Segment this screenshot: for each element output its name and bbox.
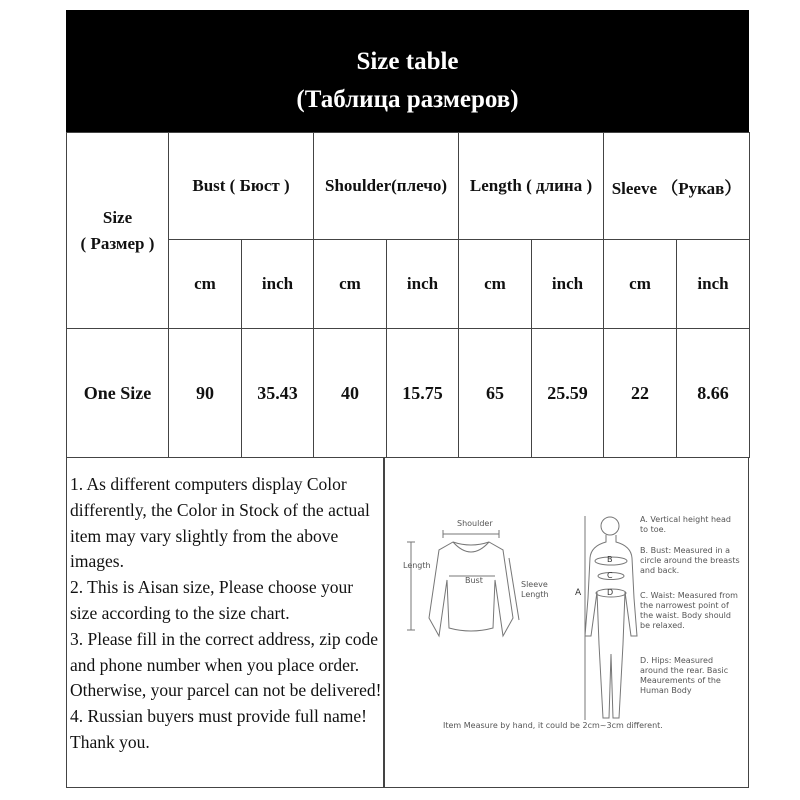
body-letter-c: C (607, 571, 613, 580)
length-label: Length (403, 561, 431, 570)
body-letter-d: D (607, 588, 614, 597)
value-cell: 22 (604, 329, 677, 458)
unit-header: cm (314, 240, 387, 329)
legend-d: D. Hips: Measured around the rear. Basic Meaurements of the Human Body (640, 656, 729, 695)
measurement-diagram (384, 457, 749, 788)
size-header-label-ru: ( Размер ) (80, 233, 155, 253)
value-cell: 25.59 (532, 329, 604, 458)
legend-b: B. Bust: Measured in a circle around the breasts and back. (640, 546, 740, 575)
value-cell: 15.75 (387, 329, 459, 458)
sleeve-length-label: Sleeve Length (521, 580, 549, 599)
page-subtitle: (Таблица размеров) (296, 86, 519, 113)
note-item: 3. Please fill in the correct address, zip code and phone number when you place order. Otherwise, your parcel can not be delivered! (70, 628, 382, 701)
page-title: Size table (356, 48, 459, 75)
size-table (66, 132, 750, 458)
shoulder-label: Shoulder (457, 519, 493, 528)
column-header-shoulder: Shoulder(плечо) (314, 133, 459, 240)
note-item: 4. Russian buyers must provide full name! Thank you. (70, 706, 367, 752)
value-cell: 35.43 (242, 329, 314, 458)
bust-label: Bust (465, 576, 483, 585)
column-header-length: Length ( длина ) (459, 133, 604, 240)
body-letter-b: B (607, 555, 613, 564)
unit-header: inch (242, 240, 314, 329)
unit-header: cm (459, 240, 532, 329)
column-header-sleeve: Sleeve （Рукав） (604, 133, 750, 240)
value-cell: 40 (314, 329, 387, 458)
note-item: 2. This is Aisan size, Please choose your size according to the size chart. (70, 577, 354, 623)
size-cell: One Size (67, 329, 169, 458)
note-item: 1. As different computers display Color differently, the Color in Stock of the actual item may vary slightly from the above images. (70, 474, 370, 572)
value-cell: 8.66 (677, 329, 750, 458)
column-header-bust: Bust ( Бюст ) (169, 133, 314, 240)
unit-header: inch (532, 240, 604, 329)
header-banner (66, 10, 749, 132)
legend-a: A. Vertical height head to toe. (640, 515, 731, 534)
body-letter-a: A (575, 588, 582, 598)
measure-footnote: Item Measure by hand, it could be 2cm~3cm different. (443, 721, 663, 730)
value-cell: 65 (459, 329, 532, 458)
unit-header: cm (169, 240, 242, 329)
notes-panel (66, 457, 384, 788)
unit-header: inch (387, 240, 459, 329)
size-header-label: Size (102, 207, 133, 227)
unit-header: cm (604, 240, 677, 329)
table-row (67, 329, 750, 458)
garment-outline (429, 542, 513, 636)
legend-c: C. Waist: Measured from the narrowest point of the waist. Body should be relaxed. (640, 591, 738, 630)
size-header-cell (67, 133, 169, 329)
value-cell: 90 (169, 329, 242, 458)
unit-header: inch (677, 240, 750, 329)
